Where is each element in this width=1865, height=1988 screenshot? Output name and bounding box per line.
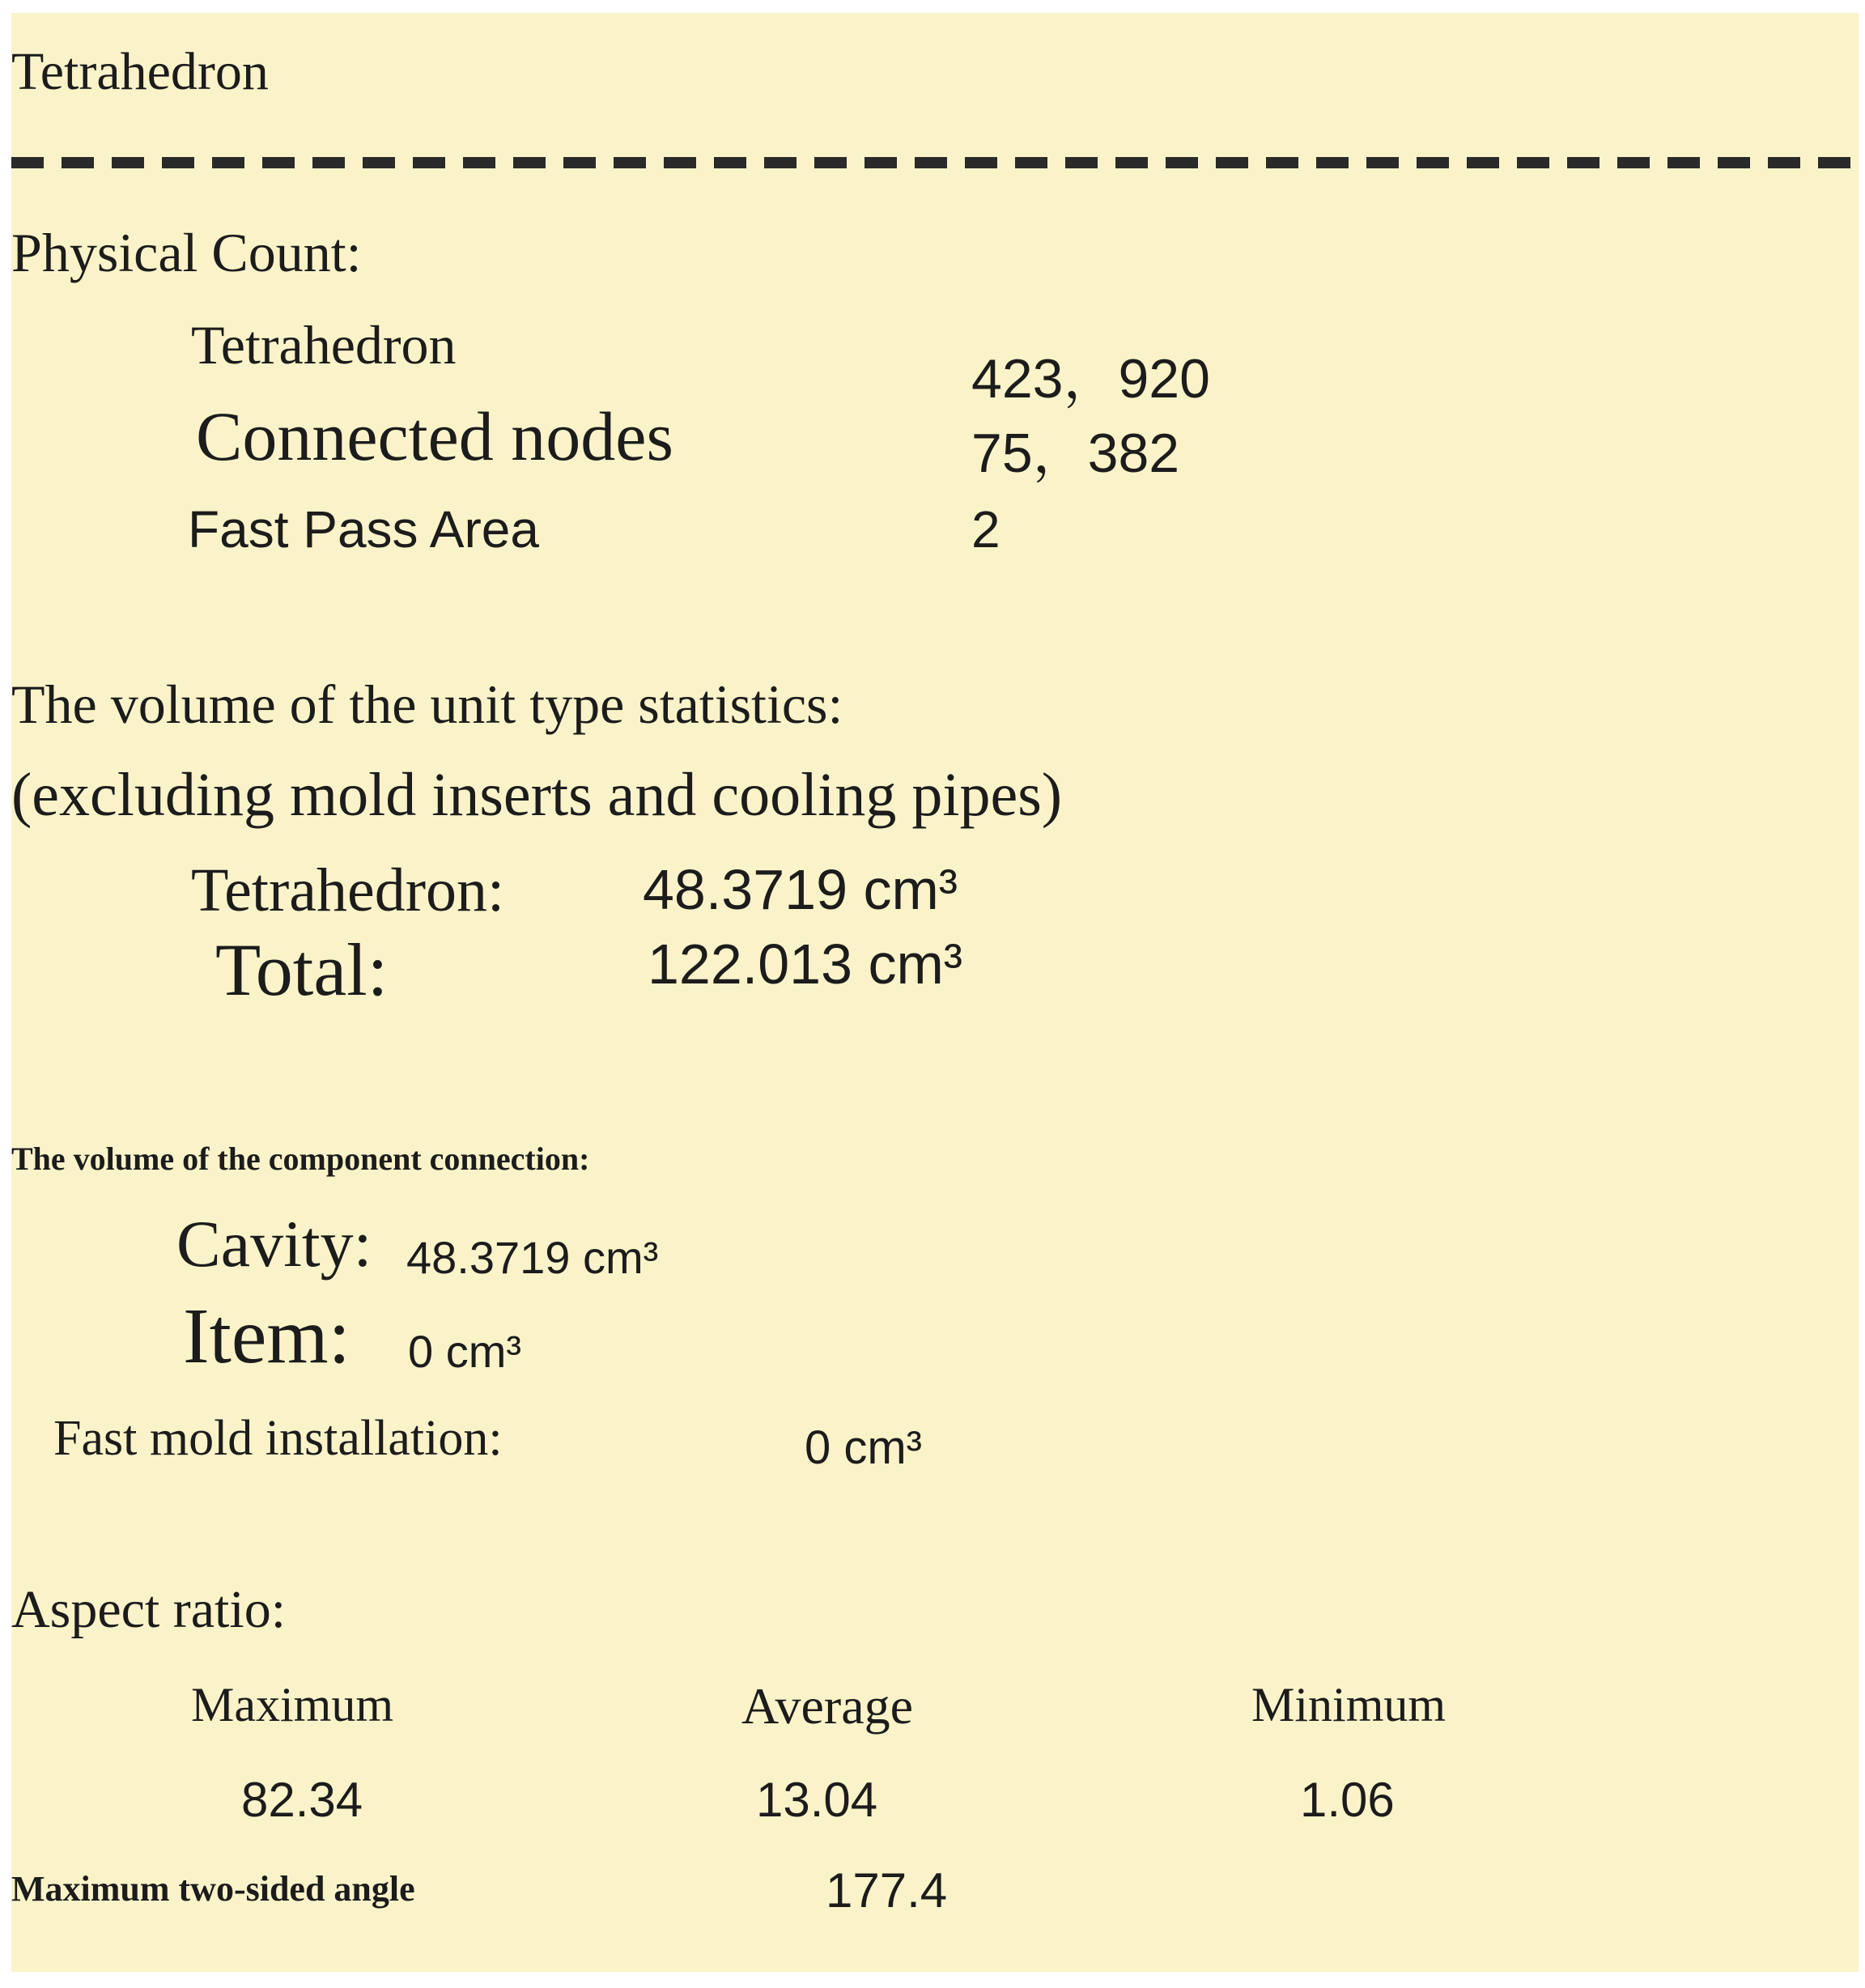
fast-pass-area-value: 2 (971, 500, 1000, 559)
aspect-col-average: Average (741, 1677, 913, 1735)
unit-volume-subheading: (excluding mold inserts and cooling pipes) (11, 761, 1063, 829)
component-volume-heading: The volume of the component connection: (11, 1141, 590, 1177)
aspect-col-maximum: Maximum (191, 1678, 393, 1731)
unit-volume-heading: The volume of the unit type statistics: (11, 673, 843, 735)
unit-total-value: 122.013 cm³ (648, 932, 963, 996)
aspect-value-minimum: 1.06 (1300, 1773, 1395, 1827)
item-value: 0 cm³ (408, 1326, 521, 1377)
fast-mold-label: Fast mold installation: (53, 1411, 503, 1466)
tetrahedron-count-label: Tetrahedron (191, 314, 457, 376)
cavity-label: Cavity: (176, 1207, 372, 1281)
report-sheet (11, 13, 1859, 1972)
unit-tetrahedron-value: 48.3719 cm³ (643, 858, 958, 921)
unit-total-label: Total: (215, 928, 389, 1011)
fast-pass-area-label: Fast Pass Area (188, 500, 539, 559)
two-sided-angle-value: 177.4 (826, 1863, 948, 1918)
report-title: Tetrahedron (11, 42, 269, 101)
tetrahedron-count-value: 423，920 (971, 348, 1210, 410)
aspect-value-maximum: 82.34 (241, 1773, 363, 1827)
aspect-col-minimum: Minimum (1251, 1678, 1447, 1731)
connected-nodes-value: 75，382 (971, 423, 1180, 484)
dashed-divider (11, 157, 1859, 168)
cavity-value: 48.3719 cm³ (406, 1232, 659, 1283)
physical-count-heading: Physical Count: (11, 222, 362, 283)
aspect-ratio-heading: Aspect ratio: (11, 1580, 287, 1639)
two-sided-angle-label: Maximum two-sided angle (11, 1869, 415, 1909)
fast-mold-value: 0 cm³ (805, 1421, 922, 1474)
connected-nodes-label: Connected nodes (196, 397, 673, 475)
item-label: Item: (183, 1293, 350, 1380)
unit-tetrahedron-label: Tetrahedron: (191, 856, 505, 924)
aspect-value-average: 13.04 (756, 1773, 878, 1827)
